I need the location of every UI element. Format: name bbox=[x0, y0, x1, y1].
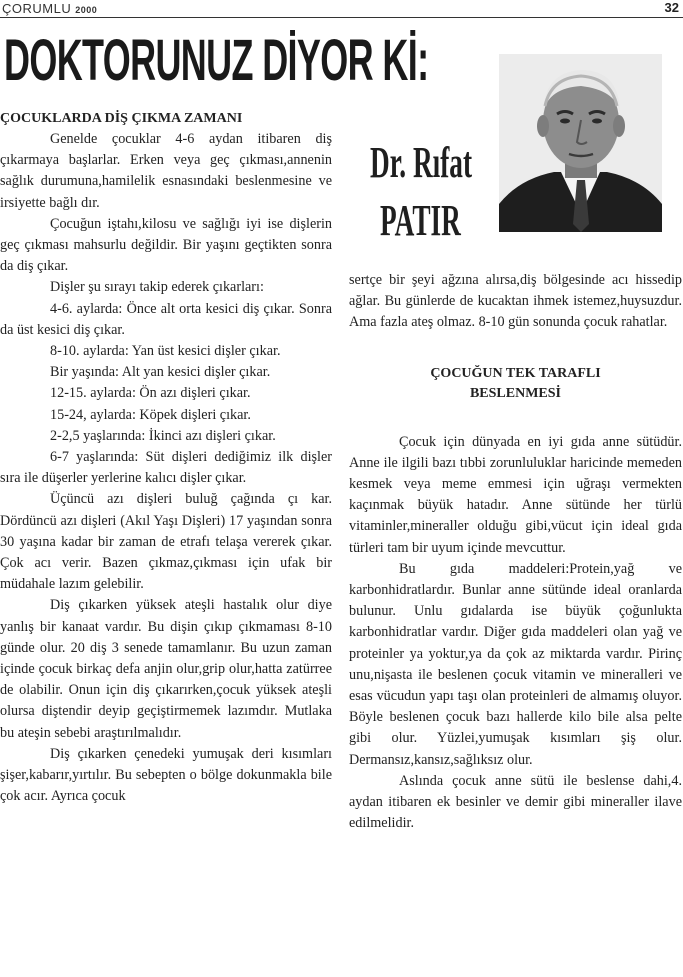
paragraph: 8-10. aylarda: Yan üst kesici dişler çıkar. bbox=[50, 343, 281, 360]
paragraph-continuation: sertçe bir şeyi ağzına alırsa,diş bölgesinde acı hissedip ağlar. Bu günlerde de kucaktan ihmek istemez,huysuzdur. Ama fazla ateş olmaz. 8-10 gün sonunda çocuk rahatlar. bbox=[349, 272, 682, 331]
paragraph: 12-15. aylarda: Ön azı dişleri çıkar. bbox=[50, 385, 251, 402]
right-column bbox=[349, 270, 682, 834]
paragraph: Genelde çocuklar 4-6 aydan itibaren diş çıkarmaya başlarlar. Erken veya geç çıkması,annenin sağlık durumuna,hamilelik esnasındaki beslenmesine ve irsiyette bağlı dır. bbox=[0, 131, 332, 211]
header-rule bbox=[0, 17, 683, 18]
page-header bbox=[0, 0, 683, 18]
doctor-name bbox=[340, 136, 500, 248]
paragraph: Çocuk için dünyada en iyi gıda anne sütüdür. Anne ile ilgili bazı tıbbi zorunluluklar haricinde memeden kesmek veya meme emmesi için uğraşı vermekten kaçınmak büyük hatadır. Anne sütünde her türlü vitaminler,mineraller olduğu gibi,vücut için ideal gıda türleri tam bir uyum içinde mevcuttur. bbox=[349, 433, 682, 556]
page-title: DOKTORUNUZ DİYOR Kİ: bbox=[4, 28, 429, 93]
brand-name: ÇORUMLU bbox=[2, 1, 72, 16]
doctor-name-line1: Dr. Rıfat bbox=[370, 138, 473, 187]
paragraph: Bu gıda maddeleri:Protein,yağ ve karbonhidratlardır. Bunlar anne sütünde ideal oranlarda bulunur. Unlu gıdalarda ise büyük çoğunlukta karbonhidratlar vardır. Diğer gıda maddeleri olan yağ ve proteinler ya yoktur,ya da çok az miktarda vardır. Pirinç unu,nişasta ile beslenen çocuk vitamin ve mineralleri ve esas vücudun yapı taşı olan proteinleri de almamış oluyor. Böyle beslenen çocuk bazı hallerde kilo bile alsa pelte gibi olur. Yüzlei,yumuşak kısımları şiş olur. Dermansız,kansız,sağlıksız olur. bbox=[349, 560, 682, 768]
paragraph: Üçüncü azı dişleri buluğ çağında çı kar. Dördüncü azı dişleri (Akıl Yaşı Dişleri) 17 yaşından sonra 30 yaşına kadar bir zaman de etrafı telaşa vererek çıkar. Çok acı verir. Bazen çıkmaz,çıkması için ufak bir müdahale lazım gelebilir. bbox=[0, 491, 332, 593]
doctor-portrait bbox=[499, 54, 662, 232]
left-column bbox=[0, 108, 332, 808]
section-heading-teething: ÇOCUKLARDA DİŞ ÇIKMA ZAMANI bbox=[0, 111, 243, 126]
paragraph: Çocuğun iştahı,kilosu ve sağlığı iyi ise dişlerin geç çıkması mahsurlu değildir. Bir yaşını geçtikten sonra da diş çıkar. bbox=[0, 215, 332, 275]
paragraph: 4-6. aylarda: Önce alt orta kesici diş çıkar. Sonra da üst kesici diş çıkar. bbox=[0, 300, 332, 338]
brand-year: 2000 bbox=[75, 5, 98, 15]
doctor-name-line2: PATIR bbox=[380, 196, 461, 245]
page-number: 32 bbox=[664, 0, 679, 15]
paragraph: Bir yaşında: Alt yan kesici dişler çıkar. bbox=[50, 364, 271, 381]
section-heading-nutrition bbox=[349, 364, 682, 404]
paragraph: 2-2,5 yaşlarında: İkinci azı dişleri çıkar. bbox=[50, 427, 276, 444]
paragraph: 6-7 yaşlarında: Süt dişleri dediğimiz ilk dişler sıra ile düşerler yerlerine kalıcı dişler çıkar. bbox=[0, 449, 332, 487]
magazine-brand bbox=[2, 1, 97, 16]
section-heading-line1: ÇOCUĞUN TEK TARAFLI bbox=[430, 365, 601, 381]
paragraph: 15-24, aylarda: Köpek dişleri çıkar. bbox=[50, 406, 251, 423]
portrait-image bbox=[499, 54, 662, 232]
paragraph: Aslında çocuk anne sütü ile beslense dahi,4. aydan itibaren ek besinler ve demir gibi mineraller ilave edilmelidir. bbox=[349, 772, 682, 832]
paragraph: Dişler şu sırayı takip ederek çıkarları: bbox=[50, 279, 264, 296]
paragraph: Diş çıkarken yüksek ateşli hastalık olur diye yanlış bir kanaat vardır. Bu dişin çıkıp çıkmaması 8-10 günde olur. 20 diş 3 senede tamamlanır. Bu uzun zaman içinde çocuk birkaç defa anjin olur,grip olur,hatta zatürree de olabilir. Onun için diş çıkarırken,çocuk yüksek ateşli olursa diştendir deyip geçiştirmemek lazımdır. Mutlaka bu ateşin sebebi araştırılmalıdır. bbox=[0, 597, 332, 741]
section-heading-line2: BESLENMESİ bbox=[469, 385, 562, 401]
paragraph: Diş çıkarken çenedeki yumuşak deri kısımları şişer,kabarır,yırtılır. Bu sebepten o bölge dokunmakla bile çok acır. Ayrıca çocuk bbox=[0, 745, 332, 805]
